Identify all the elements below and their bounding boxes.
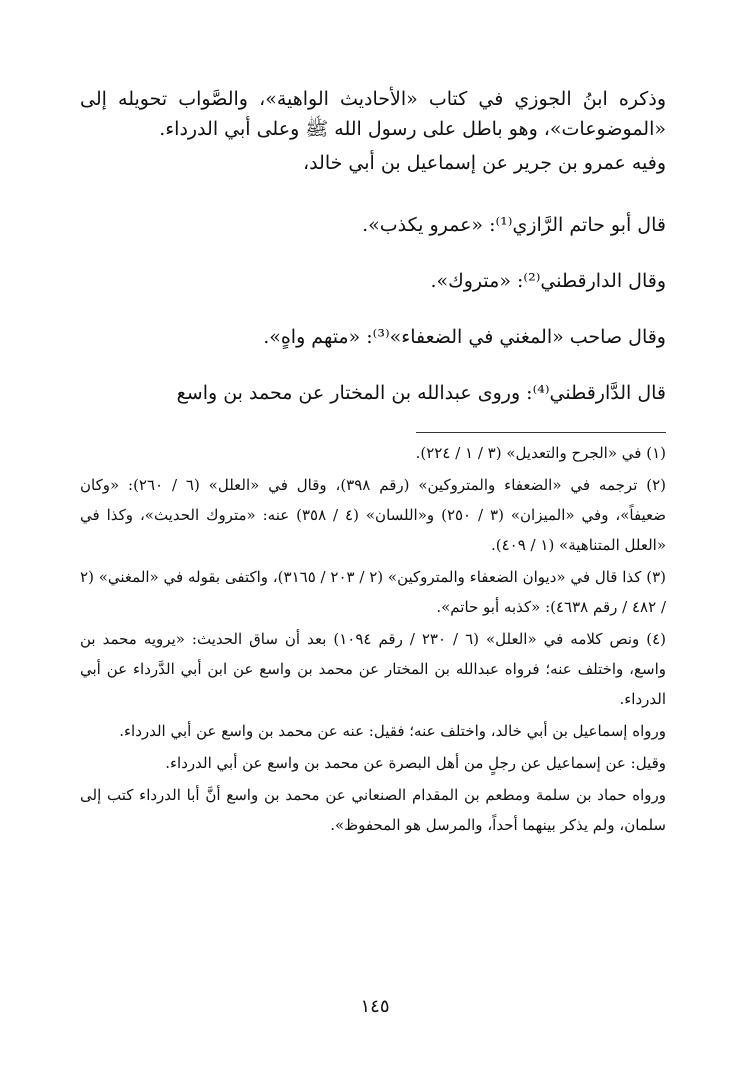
- footnote-1: (١) في «الجرح والتعديل» (٣ / ١ / ٢٢٤).: [415, 444, 666, 462]
- main-text: [80, 84, 666, 434]
- footnote-4-para-4: ورواه حماد بن سلمة ومطعم بن المقدام الصنعاني عن محمد بن واسع أنَّ أبا الدرداء كتب إلى سلمان، ولم يذكر بينهما أحداً، والمرسل هو المحفوظ».: [80, 786, 666, 834]
- main-line-1: وفيه عمرو بن جرير عن إسماعيل بن أبي خالد،: [302, 152, 666, 174]
- footnotes: [80, 438, 666, 840]
- main-line-3: وقال الدارقطني⁽²⁾: «متروك».: [430, 270, 666, 292]
- footnote-3: (٣) كذا قال في «ديوان الضعفاء والمتروكين» (٢ / ٢٠٣ / ٣١٦٥)، واكتفى بقوله في «المغني» (٢ / ٤٨٢ / رقم ٤٦٣٨): «كذبه أبو حاتم».: [80, 568, 666, 616]
- main-line-4: وقال صاحب «المغني في الضعفاء»⁽³⁾: «متهم واهٍ».: [263, 326, 666, 348]
- footnote-2: (٢) ترجمه في «الضعفاء والمتروكين» (رقم ٣٩٨)، وقال في «العلل» (٦ / ٢٦٠): «وكان ضعيفاً»، وفي «الميزان» (٣ / ٢٥٠) و«اللسان» (٤ / ٣٥٨) عنه: «متروك الحديث»، وكذا في «العلل المتناهية» (١ / ٤٠٩).: [80, 476, 667, 554]
- intro-paragraph: وذكره ابنُ الجوزي في كتاب «الأحاديث الواهية»، والصَّواب تحويله إلى «الموضوعات»، وهو باطل على رسول الله ﷺ وعلى أبي الدرداء.: [80, 88, 666, 140]
- footnote-divider: [416, 432, 666, 433]
- footnote-4-para-2: ورواه إسماعيل بن أبي خالد، واختلف عنه؛ فقيل: عنه عن محمد بن واسع عن أبي الدرداء.: [119, 722, 666, 740]
- page-number: ١٤٥: [360, 996, 390, 1017]
- main-line-2: قال أبو حاتم الرَّازي⁽¹⁾: «عمرو يكذب».: [362, 214, 666, 236]
- footnote-4-para-3: وقيل: عن إسماعيل عن رجلٍ من أهل البصرة عن محمد بن واسع عن أبي الدرداء.: [165, 754, 666, 772]
- footnote-4: (٤) ونص كلامه في «العلل» (٦ / ٢٣٠ / رقم ١٠٩٤) بعد أن ساق الحديث: «يرويه محمد بن واسع، واختلف عنه؛ فرواه عبدالله بن المختار عن محمد بن واسع عن ابن أبي الدَّرداء عن أبي الدرداء.: [80, 630, 666, 708]
- main-line-5: قال الدَّارقطني⁽⁴⁾: وروى عبدالله بن المختار عن محمد بن واسع: [176, 382, 666, 404]
